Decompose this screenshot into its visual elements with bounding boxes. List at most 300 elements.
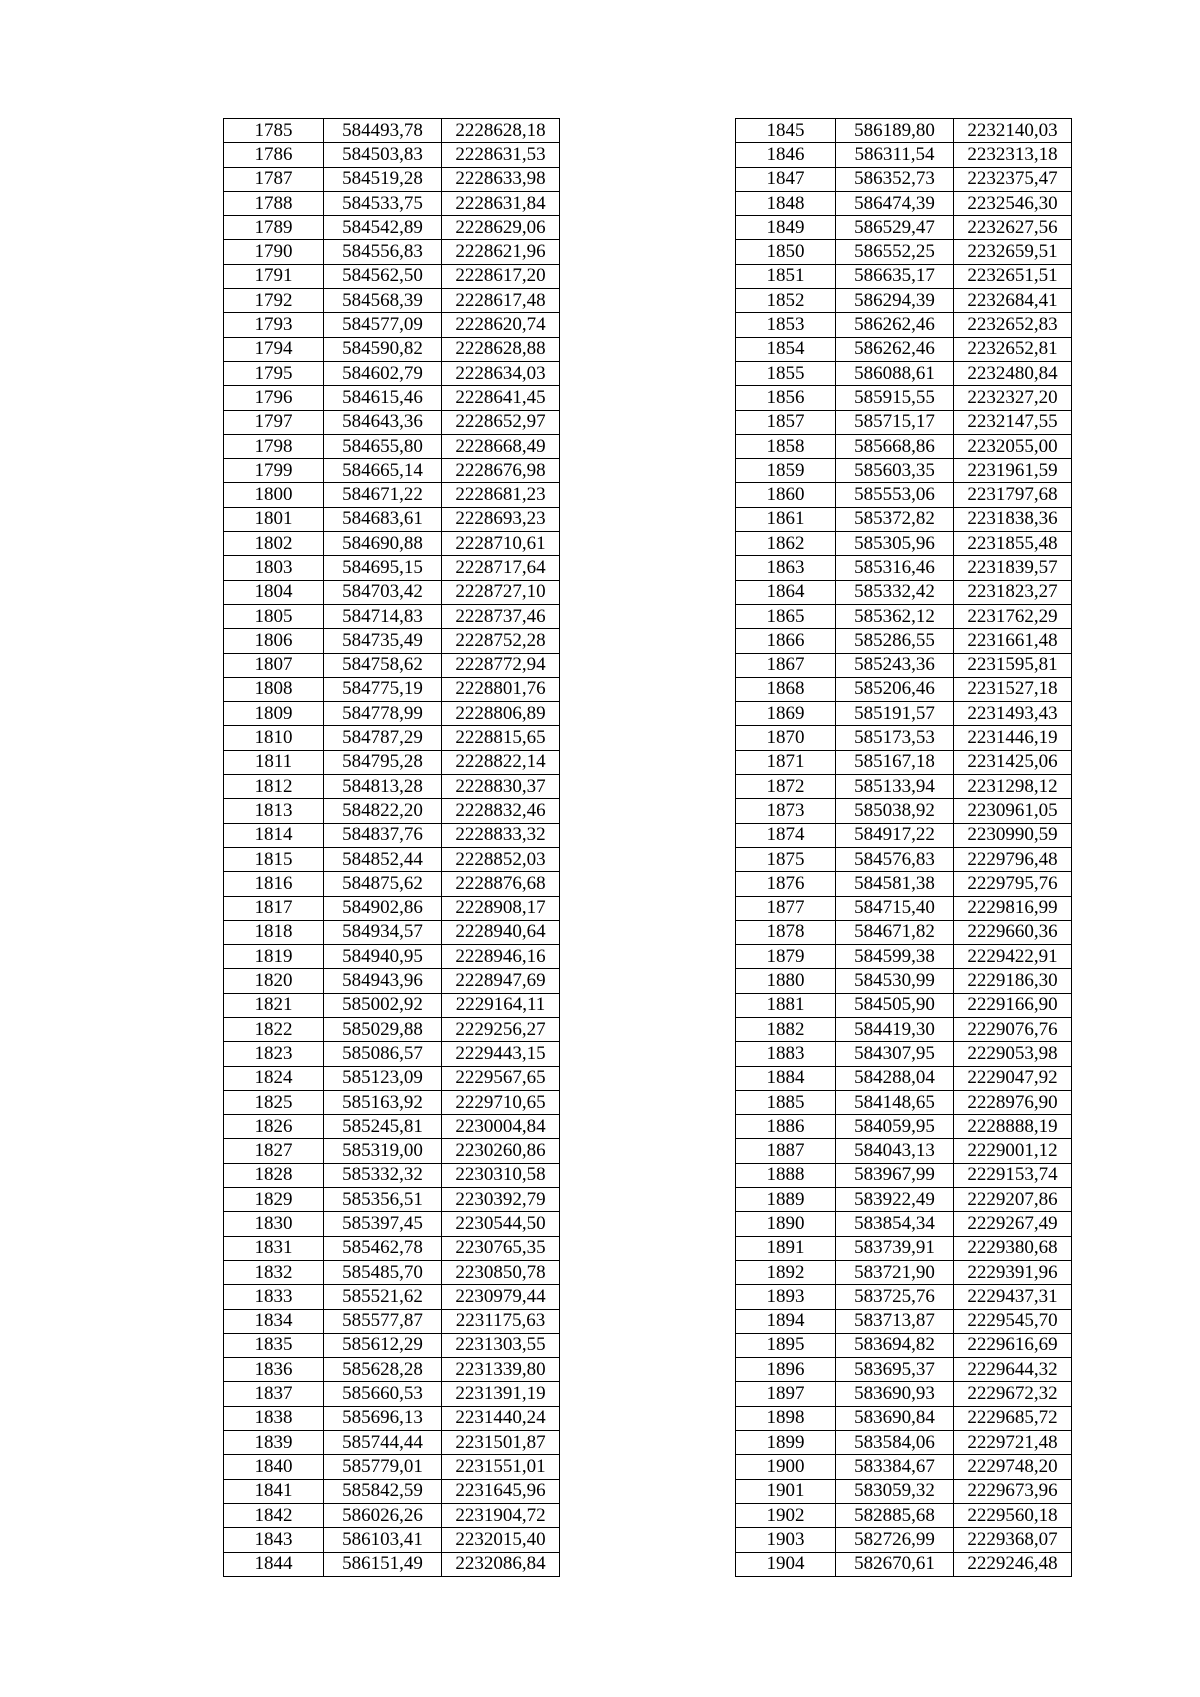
x-coordinate-cell: 586088,61 <box>836 361 954 385</box>
x-coordinate-cell: 586151,49 <box>324 1552 442 1576</box>
point-number-cell: 1870 <box>736 726 836 750</box>
y-coordinate-cell: 2229545,70 <box>954 1309 1072 1333</box>
x-coordinate-cell: 585305,96 <box>836 532 954 556</box>
y-coordinate-cell: 2228852,03 <box>442 847 560 871</box>
y-coordinate-cell: 2229660,36 <box>954 920 1072 944</box>
point-number-cell: 1789 <box>224 216 324 240</box>
table-row <box>736 1017 1072 1041</box>
table-row <box>736 556 1072 580</box>
x-coordinate-cell: 583967,99 <box>836 1163 954 1187</box>
table-row <box>224 507 560 531</box>
x-coordinate-cell: 585744,44 <box>324 1431 442 1455</box>
y-coordinate-cell: 2232313,18 <box>954 143 1072 167</box>
y-coordinate-cell: 2228727,10 <box>442 580 560 604</box>
y-coordinate-cell: 2228806,89 <box>442 702 560 726</box>
x-coordinate-cell: 584643,36 <box>324 410 442 434</box>
y-coordinate-cell: 2229672,32 <box>954 1382 1072 1406</box>
x-coordinate-cell: 585002,92 <box>324 993 442 1017</box>
y-coordinate-cell: 2232651,51 <box>954 264 1072 288</box>
point-number-cell: 1800 <box>224 483 324 507</box>
x-coordinate-cell: 586635,17 <box>836 264 954 288</box>
x-coordinate-cell: 583695,37 <box>836 1358 954 1382</box>
x-coordinate-cell: 585316,46 <box>836 556 954 580</box>
point-number-cell: 1874 <box>736 823 836 847</box>
x-coordinate-cell: 584505,90 <box>836 993 954 1017</box>
x-coordinate-cell: 585245,81 <box>324 1115 442 1139</box>
x-coordinate-cell: 584599,38 <box>836 945 954 969</box>
table-row <box>224 313 560 337</box>
x-coordinate-cell: 585521,62 <box>324 1285 442 1309</box>
table-row <box>224 1406 560 1430</box>
point-number-cell: 1885 <box>736 1090 836 1114</box>
y-coordinate-cell: 2228652,97 <box>442 410 560 434</box>
point-number-cell: 1810 <box>224 726 324 750</box>
table-row <box>736 799 1072 823</box>
point-number-cell: 1861 <box>736 507 836 531</box>
y-coordinate-cell: 2230990,59 <box>954 823 1072 847</box>
y-coordinate-cell: 2228676,98 <box>442 459 560 483</box>
table-row <box>224 1479 560 1503</box>
point-number-cell: 1855 <box>736 361 836 385</box>
table-row <box>736 823 1072 847</box>
table-row <box>736 264 1072 288</box>
table-row <box>736 216 1072 240</box>
y-coordinate-cell: 2229796,48 <box>954 847 1072 871</box>
table-row <box>224 775 560 799</box>
table-row <box>736 1260 1072 1284</box>
point-number-cell: 1835 <box>224 1333 324 1357</box>
point-number-cell: 1842 <box>224 1503 324 1527</box>
point-number-cell: 1814 <box>224 823 324 847</box>
x-coordinate-cell: 583694,82 <box>836 1333 954 1357</box>
point-number-cell: 1827 <box>224 1139 324 1163</box>
point-number-cell: 1801 <box>224 507 324 531</box>
point-number-cell: 1890 <box>736 1212 836 1236</box>
table-row <box>736 1236 1072 1260</box>
point-number-cell: 1851 <box>736 264 836 288</box>
table-row <box>736 167 1072 191</box>
y-coordinate-cell: 2230392,79 <box>442 1188 560 1212</box>
y-coordinate-cell: 2229047,92 <box>954 1066 1072 1090</box>
point-number-cell: 1878 <box>736 920 836 944</box>
table-row <box>224 361 560 385</box>
table-row <box>736 1309 1072 1333</box>
y-coordinate-cell: 2229164,11 <box>442 993 560 1017</box>
table-row <box>736 289 1072 313</box>
x-coordinate-cell: 585167,18 <box>836 750 954 774</box>
point-number-cell: 1904 <box>736 1552 836 1576</box>
x-coordinate-cell: 584852,44 <box>324 847 442 871</box>
point-number-cell: 1815 <box>224 847 324 871</box>
x-coordinate-cell: 584735,49 <box>324 629 442 653</box>
x-coordinate-cell: 586352,73 <box>836 167 954 191</box>
point-number-cell: 1797 <box>224 410 324 434</box>
x-coordinate-cell: 584943,96 <box>324 969 442 993</box>
x-coordinate-cell: 583739,91 <box>836 1236 954 1260</box>
point-number-cell: 1840 <box>224 1455 324 1479</box>
point-number-cell: 1811 <box>224 750 324 774</box>
y-coordinate-cell: 2231551,01 <box>442 1455 560 1479</box>
y-coordinate-cell: 2229748,20 <box>954 1455 1072 1479</box>
point-number-cell: 1824 <box>224 1066 324 1090</box>
table-row <box>736 434 1072 458</box>
point-number-cell: 1896 <box>736 1358 836 1382</box>
point-number-cell: 1823 <box>224 1042 324 1066</box>
y-coordinate-cell: 2232140,03 <box>954 119 1072 143</box>
y-coordinate-cell: 2228668,49 <box>442 434 560 458</box>
y-coordinate-cell: 2231493,43 <box>954 702 1072 726</box>
point-number-cell: 1864 <box>736 580 836 604</box>
x-coordinate-cell: 583725,76 <box>836 1285 954 1309</box>
x-coordinate-cell: 585397,45 <box>324 1212 442 1236</box>
x-coordinate-cell: 586103,41 <box>324 1528 442 1552</box>
table-row <box>736 1528 1072 1552</box>
point-number-cell: 1786 <box>224 143 324 167</box>
y-coordinate-cell: 2229567,65 <box>442 1066 560 1090</box>
table-row <box>224 1285 560 1309</box>
y-coordinate-cell: 2231501,87 <box>442 1431 560 1455</box>
x-coordinate-cell: 584556,83 <box>324 240 442 264</box>
y-coordinate-cell: 2229246,48 <box>954 1552 1072 1576</box>
y-coordinate-cell: 2228634,03 <box>442 361 560 385</box>
point-number-cell: 1903 <box>736 1528 836 1552</box>
point-number-cell: 1791 <box>224 264 324 288</box>
y-coordinate-cell: 2228888,19 <box>954 1115 1072 1139</box>
y-coordinate-cell: 2228940,64 <box>442 920 560 944</box>
point-number-cell: 1872 <box>736 775 836 799</box>
point-number-cell: 1867 <box>736 653 836 677</box>
table-row <box>736 361 1072 385</box>
x-coordinate-cell: 583854,34 <box>836 1212 954 1236</box>
x-coordinate-cell: 584530,99 <box>836 969 954 993</box>
x-coordinate-cell: 582885,68 <box>836 1503 954 1527</box>
x-coordinate-cell: 584813,28 <box>324 775 442 799</box>
y-coordinate-cell: 2232055,00 <box>954 434 1072 458</box>
table-row <box>736 1066 1072 1090</box>
y-coordinate-cell: 2232480,84 <box>954 361 1072 385</box>
x-coordinate-cell: 585133,94 <box>836 775 954 799</box>
table-row <box>736 191 1072 215</box>
x-coordinate-cell: 584577,09 <box>324 313 442 337</box>
point-number-cell: 1795 <box>224 361 324 385</box>
point-number-cell: 1829 <box>224 1188 324 1212</box>
table-row <box>224 702 560 726</box>
table-row <box>224 1382 560 1406</box>
x-coordinate-cell: 585163,92 <box>324 1090 442 1114</box>
x-coordinate-cell: 584671,82 <box>836 920 954 944</box>
table-row <box>736 410 1072 434</box>
table-row <box>224 969 560 993</box>
x-coordinate-cell: 584665,14 <box>324 459 442 483</box>
point-number-cell: 1862 <box>736 532 836 556</box>
y-coordinate-cell: 2232684,41 <box>954 289 1072 313</box>
table-row <box>224 1333 560 1357</box>
table-row <box>736 337 1072 361</box>
table-row <box>736 313 1072 337</box>
y-coordinate-cell: 2229685,72 <box>954 1406 1072 1430</box>
x-coordinate-cell: 585362,12 <box>836 604 954 628</box>
table-row <box>736 1090 1072 1114</box>
x-coordinate-cell: 586262,46 <box>836 337 954 361</box>
table-row <box>736 1212 1072 1236</box>
x-coordinate-cell: 585332,32 <box>324 1163 442 1187</box>
x-coordinate-cell: 585029,88 <box>324 1017 442 1041</box>
x-coordinate-cell: 586474,39 <box>836 191 954 215</box>
y-coordinate-cell: 2231855,48 <box>954 532 1072 556</box>
table-row <box>224 580 560 604</box>
table-row <box>224 1212 560 1236</box>
point-number-cell: 1848 <box>736 191 836 215</box>
point-number-cell: 1841 <box>224 1479 324 1503</box>
point-number-cell: 1804 <box>224 580 324 604</box>
x-coordinate-cell: 583922,49 <box>836 1188 954 1212</box>
x-coordinate-cell: 584059,95 <box>836 1115 954 1139</box>
y-coordinate-cell: 2228876,68 <box>442 872 560 896</box>
y-coordinate-cell: 2229053,98 <box>954 1042 1072 1066</box>
point-number-cell: 1794 <box>224 337 324 361</box>
table-row <box>224 872 560 896</box>
point-number-cell: 1834 <box>224 1309 324 1333</box>
y-coordinate-cell: 2228681,23 <box>442 483 560 507</box>
table-row <box>224 1188 560 1212</box>
y-coordinate-cell: 2229267,49 <box>954 1212 1072 1236</box>
y-coordinate-cell: 2232086,84 <box>442 1552 560 1576</box>
y-coordinate-cell: 2228621,96 <box>442 240 560 264</box>
y-coordinate-cell: 2229816,99 <box>954 896 1072 920</box>
y-coordinate-cell: 2228976,90 <box>954 1090 1072 1114</box>
x-coordinate-cell: 585123,09 <box>324 1066 442 1090</box>
y-coordinate-cell: 2229560,18 <box>954 1503 1072 1527</box>
point-number-cell: 1832 <box>224 1260 324 1284</box>
y-coordinate-cell: 2232659,51 <box>954 240 1072 264</box>
table-row <box>736 1042 1072 1066</box>
table-row <box>224 629 560 653</box>
x-coordinate-cell: 584671,22 <box>324 483 442 507</box>
table-row <box>224 459 560 483</box>
x-coordinate-cell: 584615,46 <box>324 386 442 410</box>
x-coordinate-cell: 584940,95 <box>324 945 442 969</box>
y-coordinate-cell: 2231440,24 <box>442 1406 560 1430</box>
table-row <box>224 1236 560 1260</box>
table-row <box>224 653 560 677</box>
table-row <box>736 726 1072 750</box>
y-coordinate-cell: 2228801,76 <box>442 677 560 701</box>
table-row <box>736 1406 1072 1430</box>
x-coordinate-cell: 585462,78 <box>324 1236 442 1260</box>
x-coordinate-cell: 585372,82 <box>836 507 954 531</box>
point-number-cell: 1849 <box>736 216 836 240</box>
point-number-cell: 1873 <box>736 799 836 823</box>
x-coordinate-cell: 584758,62 <box>324 653 442 677</box>
x-coordinate-cell: 585319,00 <box>324 1139 442 1163</box>
y-coordinate-cell: 2229186,30 <box>954 969 1072 993</box>
y-coordinate-cell: 2231339,80 <box>442 1358 560 1382</box>
table-row <box>224 167 560 191</box>
point-number-cell: 1803 <box>224 556 324 580</box>
x-coordinate-cell: 585696,13 <box>324 1406 442 1430</box>
point-number-cell: 1830 <box>224 1212 324 1236</box>
y-coordinate-cell: 2228947,69 <box>442 969 560 993</box>
x-coordinate-cell: 584902,86 <box>324 896 442 920</box>
y-coordinate-cell: 2231762,29 <box>954 604 1072 628</box>
table-row <box>736 1139 1072 1163</box>
y-coordinate-cell: 2231303,55 <box>442 1333 560 1357</box>
y-coordinate-cell: 2228822,14 <box>442 750 560 774</box>
y-coordinate-cell: 2231661,48 <box>954 629 1072 653</box>
y-coordinate-cell: 2230961,05 <box>954 799 1072 823</box>
x-coordinate-cell: 584837,76 <box>324 823 442 847</box>
table-row <box>736 872 1072 896</box>
y-coordinate-cell: 2230765,35 <box>442 1236 560 1260</box>
point-number-cell: 1788 <box>224 191 324 215</box>
y-coordinate-cell: 2228815,65 <box>442 726 560 750</box>
point-number-cell: 1891 <box>736 1236 836 1260</box>
table-row <box>224 1260 560 1284</box>
y-coordinate-cell: 2228617,48 <box>442 289 560 313</box>
y-coordinate-cell: 2231446,19 <box>954 726 1072 750</box>
x-coordinate-cell: 585332,42 <box>836 580 954 604</box>
x-coordinate-cell: 585779,01 <box>324 1455 442 1479</box>
y-coordinate-cell: 2232546,30 <box>954 191 1072 215</box>
point-number-cell: 1847 <box>736 167 836 191</box>
x-coordinate-cell: 585628,28 <box>324 1358 442 1382</box>
table-row <box>224 1115 560 1139</box>
y-coordinate-cell: 2230544,50 <box>442 1212 560 1236</box>
x-coordinate-cell: 583690,84 <box>836 1406 954 1430</box>
point-number-cell: 1884 <box>736 1066 836 1090</box>
point-number-cell: 1806 <box>224 629 324 653</box>
point-number-cell: 1807 <box>224 653 324 677</box>
x-coordinate-cell: 584703,42 <box>324 580 442 604</box>
point-number-cell: 1809 <box>224 702 324 726</box>
point-number-cell: 1883 <box>736 1042 836 1066</box>
y-coordinate-cell: 2228617,20 <box>442 264 560 288</box>
point-number-cell: 1818 <box>224 920 324 944</box>
x-coordinate-cell: 585356,51 <box>324 1188 442 1212</box>
y-coordinate-cell: 2232147,55 <box>954 410 1072 434</box>
x-coordinate-cell: 584419,30 <box>836 1017 954 1041</box>
point-number-cell: 1895 <box>736 1333 836 1357</box>
table-row <box>736 702 1072 726</box>
y-coordinate-cell: 2229673,96 <box>954 1479 1072 1503</box>
y-coordinate-cell: 2230260,86 <box>442 1139 560 1163</box>
x-coordinate-cell: 585243,36 <box>836 653 954 677</box>
x-coordinate-cell: 586262,46 <box>836 313 954 337</box>
x-coordinate-cell: 584778,99 <box>324 702 442 726</box>
table-row <box>224 1066 560 1090</box>
point-number-cell: 1859 <box>736 459 836 483</box>
y-coordinate-cell: 2228752,28 <box>442 629 560 653</box>
y-coordinate-cell: 2228946,16 <box>442 945 560 969</box>
table-row <box>736 945 1072 969</box>
point-number-cell: 1787 <box>224 167 324 191</box>
x-coordinate-cell: 584542,89 <box>324 216 442 240</box>
y-coordinate-cell: 2232652,81 <box>954 337 1072 361</box>
x-coordinate-cell: 585485,70 <box>324 1260 442 1284</box>
table-row <box>224 216 560 240</box>
point-number-cell: 1816 <box>224 872 324 896</box>
x-coordinate-cell: 584533,75 <box>324 191 442 215</box>
table-row <box>736 920 1072 944</box>
table-row <box>224 1455 560 1479</box>
x-coordinate-cell: 585286,55 <box>836 629 954 653</box>
point-number-cell: 1844 <box>224 1552 324 1576</box>
table-row <box>224 1139 560 1163</box>
table-row <box>224 532 560 556</box>
x-coordinate-cell: 583690,93 <box>836 1382 954 1406</box>
y-coordinate-cell: 2230004,84 <box>442 1115 560 1139</box>
point-number-cell: 1812 <box>224 775 324 799</box>
x-coordinate-cell: 584775,19 <box>324 677 442 701</box>
table-row <box>736 459 1072 483</box>
x-coordinate-cell: 584148,65 <box>836 1090 954 1114</box>
point-number-cell: 1865 <box>736 604 836 628</box>
y-coordinate-cell: 2228620,74 <box>442 313 560 337</box>
point-number-cell: 1898 <box>736 1406 836 1430</box>
point-number-cell: 1876 <box>736 872 836 896</box>
point-number-cell: 1880 <box>736 969 836 993</box>
x-coordinate-cell: 584590,82 <box>324 337 442 361</box>
point-number-cell: 1808 <box>224 677 324 701</box>
y-coordinate-cell: 2229721,48 <box>954 1431 1072 1455</box>
point-number-cell: 1805 <box>224 604 324 628</box>
x-coordinate-cell: 584288,04 <box>836 1066 954 1090</box>
table-row <box>736 1431 1072 1455</box>
y-coordinate-cell: 2231797,68 <box>954 483 1072 507</box>
table-row <box>224 1552 560 1576</box>
point-number-cell: 1802 <box>224 532 324 556</box>
table-row <box>736 1188 1072 1212</box>
coordinate-table-right <box>735 118 1072 1577</box>
x-coordinate-cell: 585915,55 <box>836 386 954 410</box>
table-row <box>224 726 560 750</box>
y-coordinate-cell: 2228832,46 <box>442 799 560 823</box>
y-coordinate-cell: 2229710,65 <box>442 1090 560 1114</box>
x-coordinate-cell: 585577,87 <box>324 1309 442 1333</box>
table-row <box>736 604 1072 628</box>
point-number-cell: 1893 <box>736 1285 836 1309</box>
table-row <box>736 1503 1072 1527</box>
y-coordinate-cell: 2232375,47 <box>954 167 1072 191</box>
table-row <box>736 1552 1072 1576</box>
x-coordinate-cell: 584043,13 <box>836 1139 954 1163</box>
x-coordinate-cell: 585206,46 <box>836 677 954 701</box>
point-number-cell: 1853 <box>736 313 836 337</box>
point-number-cell: 1825 <box>224 1090 324 1114</box>
y-coordinate-cell: 2229380,68 <box>954 1236 1072 1260</box>
point-number-cell: 1837 <box>224 1382 324 1406</box>
x-coordinate-cell: 582670,61 <box>836 1552 954 1576</box>
point-number-cell: 1843 <box>224 1528 324 1552</box>
y-coordinate-cell: 2231904,72 <box>442 1503 560 1527</box>
table-row <box>224 1358 560 1382</box>
table-row <box>224 945 560 969</box>
point-number-cell: 1839 <box>224 1431 324 1455</box>
point-number-cell: 1831 <box>224 1236 324 1260</box>
table-row <box>736 847 1072 871</box>
point-number-cell: 1785 <box>224 119 324 143</box>
x-coordinate-cell: 583384,67 <box>836 1455 954 1479</box>
point-number-cell: 1857 <box>736 410 836 434</box>
point-number-cell: 1846 <box>736 143 836 167</box>
point-number-cell: 1856 <box>736 386 836 410</box>
y-coordinate-cell: 2232627,56 <box>954 216 1072 240</box>
point-number-cell: 1820 <box>224 969 324 993</box>
x-coordinate-cell: 586552,25 <box>836 240 954 264</box>
y-coordinate-cell: 2229437,31 <box>954 1285 1072 1309</box>
point-number-cell: 1892 <box>736 1260 836 1284</box>
table-row <box>736 143 1072 167</box>
